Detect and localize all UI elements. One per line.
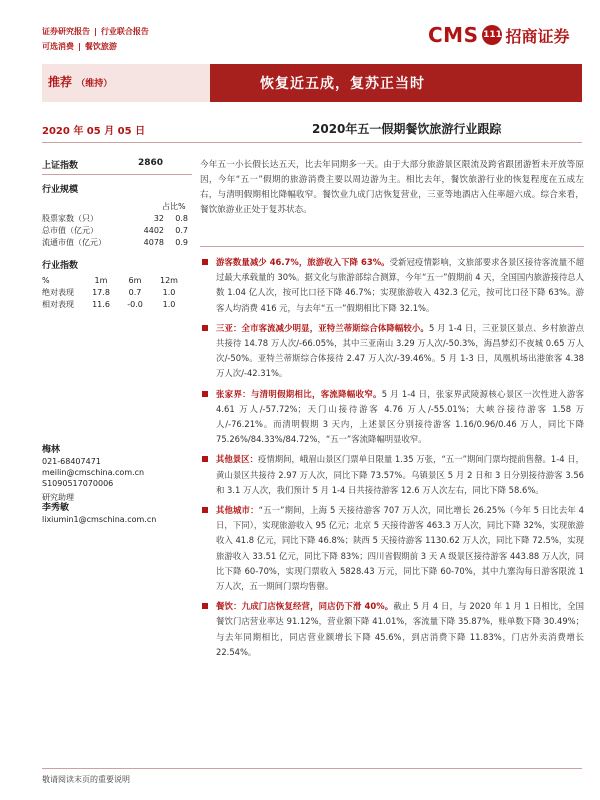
list-item: 游客数量减少 46.7%，旅游收入下降 63%。受新冠疫情影响，文旅部要求各景区接待客流量不超过最大承载量的 30%。据文化与旅游部综合测算，今年“五一”假期前 4 天，全国国内旅游接待总人数 1.04 亿人次，按可比口径下降 46.7%；实现旅游收入 432.3 亿元，按可比口径下降 63%。游客人均消费 416 元，与去年“五一”假期相比下降 32.1%。 bbox=[200, 255, 584, 316]
bullet-marker-icon bbox=[202, 603, 208, 609]
scale-title: 行业规模 bbox=[42, 185, 79, 195]
table-row: 股票家数（只） 32 0.8 bbox=[42, 214, 188, 223]
sector-name: 可选消费 bbox=[42, 42, 74, 51]
index-value: 2860 bbox=[138, 158, 164, 168]
perf-header-row: % 1m 6m 12m bbox=[42, 276, 178, 285]
footer-disclaimer: 敬请阅读末页的重要说明 bbox=[42, 775, 130, 784]
analyst-license: S1090517070006 bbox=[42, 479, 114, 488]
cms-logo bbox=[428, 22, 570, 48]
perf-title: 行业指数 bbox=[42, 261, 79, 271]
logo-company-name: 招商证券 bbox=[505, 26, 570, 46]
bullet-marker-icon bbox=[202, 456, 208, 462]
table-row: 相对表现 11.6 -0.0 1.0 bbox=[42, 300, 176, 309]
industry-name: 餐饮旅游 bbox=[84, 42, 117, 51]
index-label: 上证指数 bbox=[42, 161, 79, 171]
assistant-title: 研究助理 bbox=[42, 493, 74, 502]
headline: 恢复近五成，复苏正当时 bbox=[260, 76, 425, 92]
analyst-email[interactable]: meilin@cmschina.com.cn bbox=[42, 468, 145, 477]
report-subtype: 行业联合报告 bbox=[100, 27, 149, 36]
footer-divider bbox=[42, 768, 582, 769]
list-item: 张家界：与清明假期相比，客流降幅收窄。5 月 1-4 日，张家界武陵源核心景区一次性进入游客 4.61 万人/-57.72%；天门山接待游客 4.76 万人/-55.01%；大峡谷接待游客 1.58 万人/-76.21%。而清明假期 3 天内，上述景区分别接待游客 1.16/0.96/0.46 万人，同比下降 75.26%/84.33%/84.72%，“五一”客流降幅明显收窄。 bbox=[200, 387, 584, 448]
report-type-header: 证券研究报告 | 行业联合报告 可选消费 | 餐饮旅游 bbox=[42, 27, 149, 51]
report-date: 2020 年 05 月 05 日 bbox=[42, 126, 146, 137]
assistant-email[interactable]: lixiumin1@cmschina.com.cn bbox=[42, 515, 157, 524]
bullet-marker-icon bbox=[202, 391, 208, 397]
list-item: 餐饮：九成门店恢复经营，同店仍下滑 40%。截止 5 月 4 日，与 2020 年 1 月 1 日相比，全国餐饮门店营业率达 91.12%，营业额下降 41.01%，客流量下降 35.87%，账单数下降 30.49%；与去年同期相比，同店营业额增长下降 45.6%，到店消费下降 11.83%，门店外卖消费增长 22.54%。 bbox=[200, 599, 584, 660]
industry-index-block bbox=[42, 258, 192, 311]
report-type: 证券研究报告 bbox=[42, 27, 90, 36]
table-row: 总市值（亿元） 4402 0.7 bbox=[42, 226, 188, 235]
bullet-list bbox=[200, 255, 584, 665]
analyst-name: 梅林 bbox=[42, 445, 61, 455]
industry-scale-block bbox=[42, 182, 192, 249]
analyst-block bbox=[42, 445, 192, 525]
index-block bbox=[42, 158, 192, 171]
list-item: 三亚：全市客流减少明显，亚特兰蒂斯综合体降幅较小。5 月 1-4 日，三亚景区景点、乡村旅游点共接待 14.78 万人次/-66.05%，其中三亚南山 3.29 万人次/-50.3%，海昌梦幻不夜城 0.65 万人次/-50%。亚特兰蒂斯综合体接待 2.47 万人次/-39.46%。5 月 1-3 日，凤凰机场出港旅客 4.38 万人次/-42.31%。 bbox=[200, 321, 584, 382]
title-divider bbox=[42, 142, 582, 143]
rating-note: （维持） bbox=[76, 79, 113, 89]
list-item: 其他城市：“五一”期间，上海 5 天接待游客 707 万人次，同比增长 26.25%（今年 5 日比去年 4 日，下同），实现旅游收入 95 亿元；北京 5 天接待游客 463.3 万人次，同比下降 32%，实现旅游收入 41.8 亿元，同比下降 46.8%；陕西 5 天接待游客 1130.62 万人次，同比下降 72.5%，实现旅游收入 33.51 亿元，同比下降 83%；四川省假期前 3 天 A 级景区接待游客 443.88 万人次，同比下降 60-70%，实现门票收入 5828.43 万元，同比下降 60-70%，其中九寨沟每日游客限流 1 万人次，五一期间门票均售罄。 bbox=[200, 503, 584, 594]
analyst-phone: 021-68407471 bbox=[42, 457, 101, 466]
list-item: 其他景区：疫情期间，峨眉山景区门票单日限量 1.35 万张，“五一”期间门票均提前售罄。1-4 日，黄山景区共接待 2.97 万人次，同比下降 73.57%。乌镇景区 5 月 2 日和 3 日分别接待游客 3.56 和 3.1 万人次，我们预计 5 月 1-4 日共接待游客 12.6 万人次左右，同比下降 58.6%。 bbox=[200, 452, 584, 498]
summary-paragraph: 今年五一小长假长达五天，比去年同期多一天。由于大部分旅游景区限流及跨省跟团游暂未开放等原因，今年“五一”假期的旅游消费主要以周边游为主。相比去年，餐饮旅游行业的恢复程度在五成左右，与清明假期相比降幅收窄。餐饮业九成门店恢复营业，三亚等地酒店入住率超六成。综合来看，餐饮旅游业正处于复苏状态。 bbox=[200, 160, 584, 215]
rating-label: 推荐 bbox=[48, 75, 73, 89]
summary-divider bbox=[200, 246, 584, 247]
table-row: 流通市值（亿元） 4078 0.9 bbox=[42, 238, 188, 247]
table-row: 绝对表现 17.8 0.7 1.0 bbox=[42, 288, 176, 297]
bullet-marker-icon bbox=[202, 507, 208, 513]
rating bbox=[48, 73, 112, 90]
assistant-name: 李秀敏 bbox=[42, 503, 70, 513]
bullet-marker-icon bbox=[202, 325, 208, 331]
logo-cms-text: CMS bbox=[428, 23, 479, 47]
logo-seal-icon: 111 bbox=[482, 25, 502, 45]
sidebar-divider bbox=[42, 174, 192, 175]
bullet-marker-icon bbox=[202, 259, 208, 265]
scale-column-header: 占比% bbox=[162, 202, 186, 211]
document-title: 2020年五一假期餐饮旅游行业跟踪 bbox=[312, 122, 502, 136]
